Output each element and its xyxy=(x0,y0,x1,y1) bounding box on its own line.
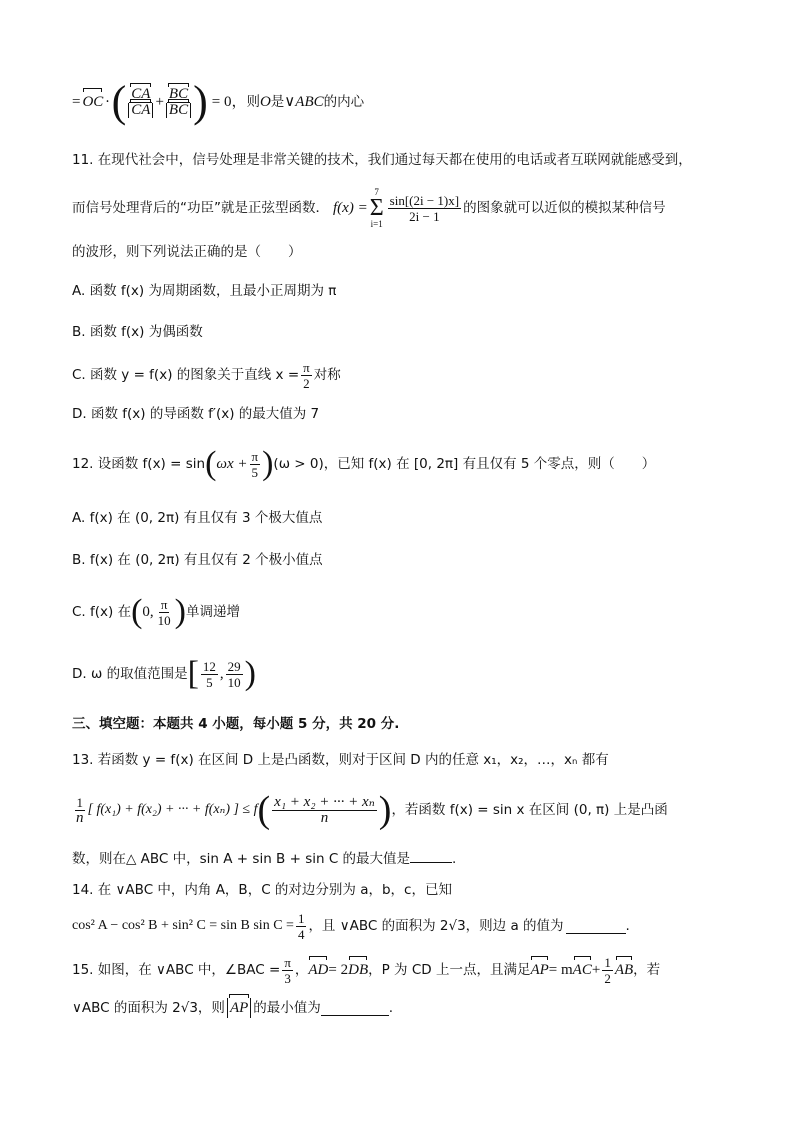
q14-line2-b: ，且 ∨ABC 的面积为 2√3，则边 a 的值为 xyxy=(308,918,564,934)
q12-paren-close: ) xyxy=(262,445,274,482)
vector-db: DB xyxy=(348,962,369,978)
q13-line2-b: ，若函数 f(x) = sin x 在区间 (0, π) 上是凸函 xyxy=(391,802,668,818)
q13-paren-close: ) xyxy=(378,789,392,831)
q10-then: 则 xyxy=(246,94,260,110)
q15-frac-half xyxy=(602,955,613,986)
q12-option-c-text-a: C. f(x) 在 xyxy=(72,604,132,620)
q10-ca-num: CA xyxy=(131,85,151,102)
q12-paren-open: ( xyxy=(205,445,217,482)
q14-line2-a: cos² A − cos² B + sin² C = sin B sin C = xyxy=(72,918,294,933)
q11-line3: 的波形，则下列说法正确的是（ ） xyxy=(72,244,302,260)
q13-paren-open: ( xyxy=(257,789,271,831)
q12-option-d-frac2 xyxy=(226,659,243,690)
q11-frac xyxy=(388,193,461,224)
q14-frac xyxy=(296,911,307,942)
q12-frac-num: π xyxy=(251,448,259,464)
q15-three: 3 xyxy=(284,970,291,986)
q14-line2 xyxy=(72,908,746,944)
q12-d-num1: 12 xyxy=(202,658,216,674)
q10-dot: · xyxy=(105,94,110,110)
q13-line3-text: 数，则在△ ABC 中，sin A + sin B + sin C 的最大值是 xyxy=(72,851,411,867)
q12-option-b: B. f(x) 在 (0, 2π) 有且仅有 2 个极小值点 xyxy=(72,552,323,568)
q12-option-d-frac1 xyxy=(201,659,218,690)
q12-option-c-zero: 0, xyxy=(142,604,154,620)
q13-n: n xyxy=(76,809,84,826)
q13-mean-den: n xyxy=(320,809,329,826)
q10-bc-den: BC xyxy=(166,103,191,118)
q13-period: . xyxy=(452,851,457,867)
q11-option-d: D. 函数 f(x) 的导函数 f′(x) 的最大值为 7 xyxy=(72,406,320,422)
q13-answer-blank[interactable] xyxy=(410,848,452,863)
q15-line1-c: ，P 为 CD 上一点，且满足 xyxy=(368,962,531,978)
q15-line1-b: ， xyxy=(294,962,309,978)
q13-line3 xyxy=(72,848,746,869)
q12-stem xyxy=(72,444,746,484)
q12-option-c xyxy=(72,592,746,632)
q13-line1: 13. 若函数 y = f(x) 在区间 D 上是凸函数，则对于区间 D 内的任意 x₁，x₂，…，xₙ 都有 xyxy=(72,752,609,768)
vector-ab: AB xyxy=(614,962,634,978)
q11-line2 xyxy=(72,188,746,228)
q11-frac-num: sin[(2i − 1)x] xyxy=(389,192,460,208)
vector-ad: AD xyxy=(308,962,329,978)
q11-option-c-frac xyxy=(301,360,312,391)
q12-option-c-frac xyxy=(156,597,173,628)
q12-option-c-den: 10 xyxy=(157,612,171,628)
q15-answer-blank[interactable] xyxy=(321,1001,389,1016)
q15-line1 xyxy=(72,950,746,990)
q14-period: . xyxy=(625,918,630,934)
vector-oc: OC xyxy=(82,94,104,110)
q10-frac-ca xyxy=(128,87,153,118)
sum-upper: 7 xyxy=(374,187,379,197)
q10-o: O xyxy=(259,94,271,110)
q15-frac-pi3 xyxy=(282,955,293,986)
q12-option-c-text-b: 单调递增 xyxy=(185,604,240,620)
q12-c-paren-open: ( xyxy=(131,593,143,630)
q11-fx: f(x) = xyxy=(333,200,368,216)
q15-pi: π xyxy=(284,954,291,970)
q12-d-num2: 29 xyxy=(227,658,241,674)
q12-frac xyxy=(250,449,261,480)
q10-paren-close: ) xyxy=(193,77,208,126)
q12-d-comma: , xyxy=(219,666,224,682)
q12-d-den2: 10 xyxy=(227,674,241,690)
q15-line1-a: 15. 如图，在 ∨ABC 中，∠BAC = xyxy=(72,962,281,978)
q15-eq2: = 2 xyxy=(328,962,349,978)
section-heading-fill-in: 三、填空题：本题共 4 小题，每小题 5 分，共 20 分. xyxy=(72,716,400,732)
q15-line2 xyxy=(72,998,746,1018)
vector-ac: AC xyxy=(572,962,592,978)
q15-period: . xyxy=(388,1000,394,1016)
vector-ap: AP xyxy=(530,962,549,978)
q11-option-c-num: π xyxy=(303,359,310,375)
sum-lower: i=1 xyxy=(370,219,383,229)
q10-is: 是 xyxy=(270,94,285,110)
q12-option-c-num: π xyxy=(160,596,168,612)
q15-line1-d: ，若 xyxy=(633,962,661,978)
q13-mean-frac xyxy=(272,795,377,826)
q11-line2-text-b: 的图象就可以近似的模拟某种信号 xyxy=(463,200,666,216)
q15-line2-a: ∨ABC 的面积为 2√3，则 xyxy=(72,1000,225,1016)
q11-line1: 11. 在现代社会中，信号处理是非常关键的技术，我们通过每天都在使用的电话或者互联网就能感受到， xyxy=(72,152,692,168)
q11-line2-text-a: 而信号处理背后的“功臣”就是正弦型函数． xyxy=(72,200,329,216)
q11-option-c-text-a: C. 函数 y = f(x) 的图象关于直线 x = xyxy=(72,367,300,383)
q10-tri: ∨ABC xyxy=(284,94,324,110)
q12-d-bracket-open: [ xyxy=(187,655,199,692)
q10-paren-open: ( xyxy=(111,77,127,126)
q13-one-over-n xyxy=(74,795,86,826)
q12-d-paren-close: ) xyxy=(244,655,256,692)
q13-ineq: [ f(x₁) + f(x₂) + ··· + f(xₙ) ] ≤ f xyxy=(87,802,258,817)
q15-half-num: 1 xyxy=(604,954,611,970)
q11-option-b: B. 函数 f(x) 为偶函数 xyxy=(72,324,203,340)
q12-option-d-text: D. ω 的取值范围是 xyxy=(72,666,188,682)
q12-stem-a: 12. 设函数 f(x) = sin xyxy=(72,456,206,472)
q12-inner: ωx + xyxy=(216,456,248,472)
q10-bc-num: BC xyxy=(168,85,189,102)
q12-c-paren-close: ) xyxy=(174,593,186,630)
q12-option-a: A. f(x) 在 (0, 2π) 有且仅有 3 个极大值点 xyxy=(72,510,323,526)
q12-stem-b: (ω > 0)，已知 f(x) 在 [0, 2π] 有且仅有 5 个零点，则（ ） xyxy=(273,456,656,472)
sum-symbol: 7 Σ i=1 xyxy=(369,187,384,229)
q10-incenter: 的内心 xyxy=(323,94,365,110)
q15-line2-b: 的最小值为 xyxy=(253,1000,321,1016)
q15-plus: + xyxy=(591,962,601,978)
vector-ap-magnitude: AP xyxy=(227,998,251,1018)
q10-eq: = 0， xyxy=(211,94,247,110)
q14-frac-den: 4 xyxy=(297,926,305,942)
q10-prefix: = xyxy=(72,94,81,110)
q13-line2 xyxy=(72,788,746,832)
q14-frac-num: 1 xyxy=(297,910,305,926)
q11-option-c xyxy=(72,358,746,392)
q10-frac-bc xyxy=(166,87,191,118)
q14-line1: 14. 在 ∨ABC 中，内角 A，B，C 的对边分别为 a，b，c，已知 xyxy=(72,882,452,898)
q10-ca-den: CA xyxy=(128,103,153,118)
q10-conclusion xyxy=(72,78,746,126)
q15-eqm: = m xyxy=(548,962,573,978)
q14-answer-blank[interactable] xyxy=(566,919,626,934)
q15-half-den: 2 xyxy=(604,970,611,986)
q11-option-c-text-b: 对称 xyxy=(313,367,341,383)
q13-mean-num: x₁ + x₂ + ··· + xₙ xyxy=(274,793,375,810)
q12-option-d xyxy=(72,654,746,694)
q13-one: 1 xyxy=(76,794,83,810)
q11-frac-den: 2i − 1 xyxy=(409,208,440,224)
q12-d-den1: 5 xyxy=(206,674,213,690)
q10-plus: + xyxy=(155,94,164,110)
q12-frac-den: 5 xyxy=(251,464,259,480)
q11-option-a: A. 函数 f(x) 为周期函数，且最小正周期为 π xyxy=(72,283,337,299)
q11-option-c-den: 2 xyxy=(303,375,310,391)
